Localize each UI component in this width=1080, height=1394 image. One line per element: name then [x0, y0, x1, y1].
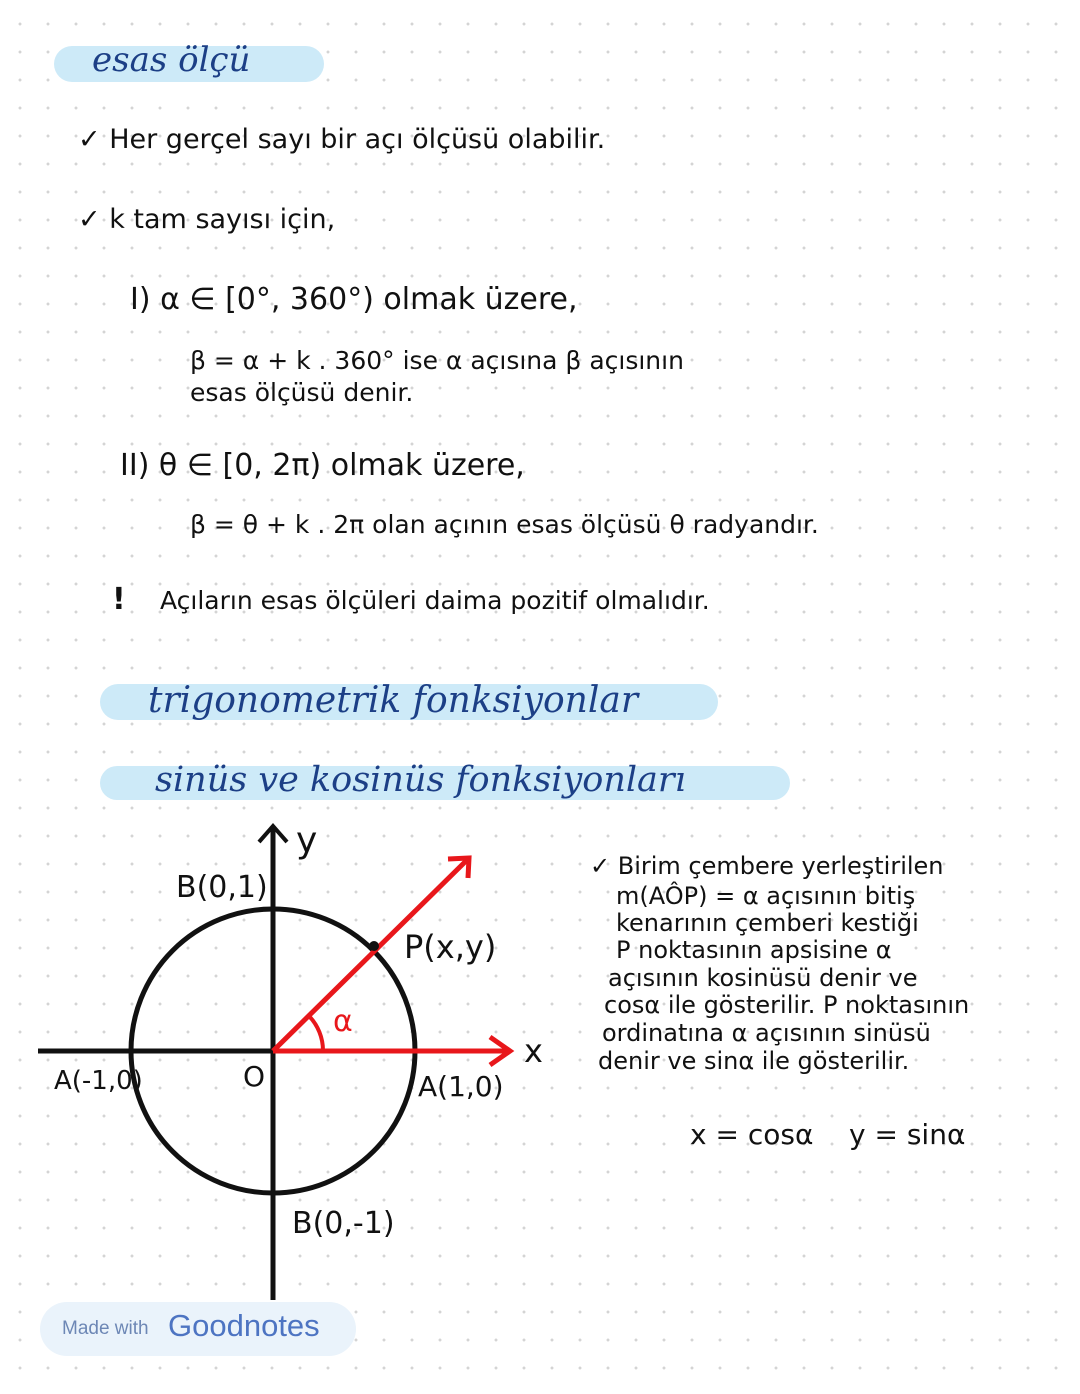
- warning-icon: !: [112, 582, 126, 617]
- case-2-line-1: β = θ + k . 2π olan açının esas ölçüsü θ radyandır.: [190, 510, 819, 539]
- case-1-line-2: esas ölçüsü denir.: [190, 378, 414, 407]
- formula: x = cosα y = sinα: [690, 1118, 966, 1151]
- label-a-left: A(-1,0): [54, 1066, 143, 1096]
- explanation-line-4: P noktasının apsisine α: [616, 936, 892, 964]
- section-title-esas-olcu: esas ölçü: [92, 40, 251, 80]
- point-p-dot: [369, 941, 379, 951]
- label-b-bottom: B(0,-1): [292, 1206, 395, 1241]
- y-axis-label: y: [296, 820, 318, 861]
- angle-alpha-label: α: [333, 1004, 353, 1039]
- origin-label: O: [243, 1060, 266, 1093]
- label-b-top: B(0,1): [176, 870, 268, 905]
- explanation-line-6: cosα ile gösterilir. P noktasının: [604, 991, 970, 1019]
- case-2-condition: II) θ ∈ [0, 2π) olmak üzere,: [120, 448, 525, 483]
- bullet-integer-k: ✓ k tam sayısı için,: [78, 204, 336, 235]
- warning-text: Açıların esas ölçüleri daima pozitif olmalıdır.: [160, 586, 710, 615]
- badge-brand: Goodnotes: [168, 1308, 320, 1343]
- bullet-real-number: ✓ Her gerçel sayı bir açı ölçüsü olabilir.: [78, 124, 606, 155]
- explanation-line-8: denir ve sinα ile gösterilir.: [598, 1047, 910, 1075]
- explanation-line-1: ✓ Birim çembere yerleştirilen: [590, 852, 944, 880]
- explanation-line-2: m(AÔP) = α açısının bitiş: [616, 882, 916, 910]
- badge-made-with: Made with: [62, 1318, 149, 1339]
- angle-arc: [309, 1016, 323, 1051]
- explanation-line-3: kenarının çemberi kestiği: [616, 909, 919, 937]
- case-1-condition: I) α ∈ [0°, 360°) olmak üzere,: [130, 282, 578, 317]
- x-axis-label: x: [524, 1032, 543, 1070]
- explanation-line-7: ordinatına α açısının sinüsü: [602, 1019, 931, 1047]
- case-1-line-1: β = α + k . 360° ise α açısına β açısının: [190, 346, 684, 375]
- label-point-p: P(x,y): [404, 928, 497, 966]
- explanation-line-5: açısının kosinüsü denir ve: [608, 964, 918, 992]
- section-title-trigonometrik: trigonometrik fonksiyonlar: [148, 680, 639, 721]
- label-a-right: A(1,0): [418, 1070, 504, 1103]
- section-subtitle-sinus-kosinus: sinüs ve kosinüs fonksiyonları: [155, 760, 686, 800]
